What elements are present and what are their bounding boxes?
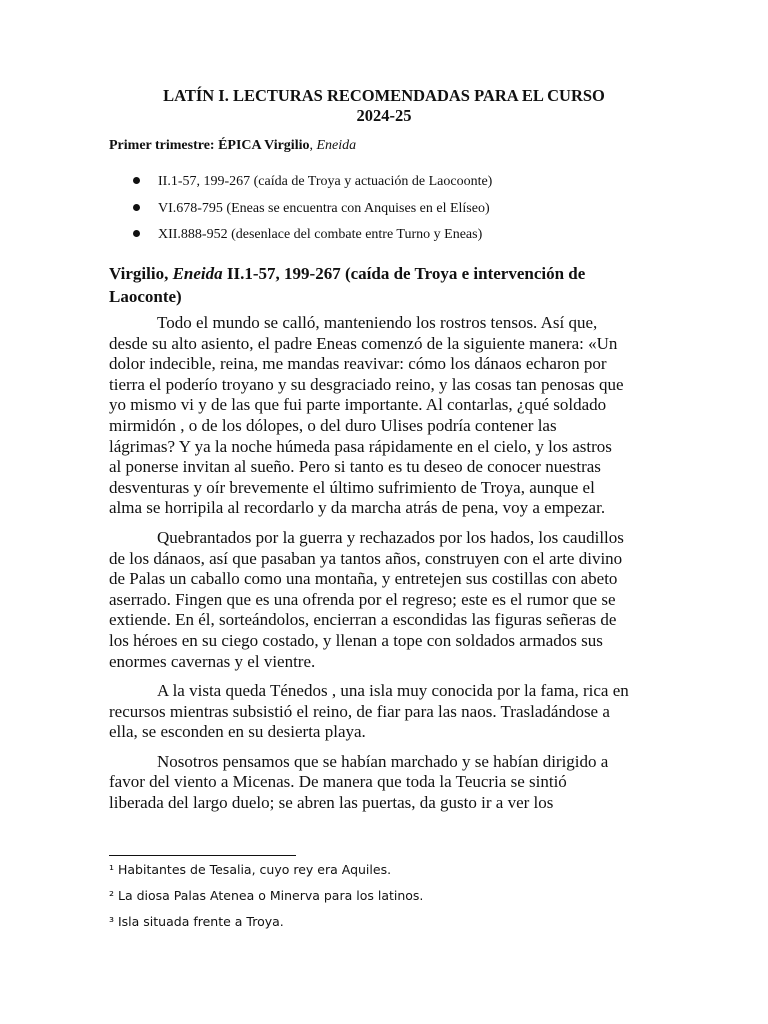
text-line: al ponerse invitan al sueño. Pero si tanto es tu deseo de conocer nuestras — [109, 457, 601, 477]
title-line-1: LATÍN I. LECTURAS RECOMENDADAS PARA EL CURSO — [163, 86, 605, 105]
footnote-3: ³ Isla situada frente a Troya. — [109, 914, 284, 929]
text-line: liberada del largo duelo; se abren las puertas, da gusto ir a ver los — [109, 793, 554, 813]
reading-text: II.1-57, 199-267 (caída de Troya y actuación de Laocoonte) — [158, 174, 493, 189]
section-rest: II.1-57, 199-267 (caída de Troya e intervención de — [222, 264, 586, 283]
trimester-work: Eneida — [316, 138, 357, 153]
bullet-icon — [133, 230, 140, 237]
text-line: enormes cavernas y el vientre. — [109, 651, 316, 671]
text-line: yo mismo vi y de las que fui parte importante. Al contarlas, ¿qué soldado — [109, 395, 607, 415]
text-line: favor del viento a Micenas. De manera que toda la Teucria se sintió — [109, 772, 567, 792]
text-line: desde su alto asiento, el padre Eneas comenzó de la siguiente manera: «Un — [109, 333, 618, 353]
text-line: A la vista queda Ténedos , una isla muy conocida por la fama, rica en — [157, 681, 629, 701]
text-line: ella, se esconden en su desierta playa. — [109, 722, 366, 742]
text-line: de los dánaos, así que pasaban ya tantos años, construyen con el arte divino — [109, 548, 623, 568]
text-line: extiende. En él, sorteándolos, encierran a escondidas las figuras señeras de — [109, 610, 617, 630]
text-line: desventuras y oír brevemente el último sufrimiento de Troya, aunque el — [109, 477, 595, 497]
bullet-icon — [133, 177, 140, 184]
trimester-label: Primer trimestre: ÉPICA Virgilio — [109, 138, 310, 153]
paragraph-3 — [109, 681, 661, 743]
trimester-comma: , — [309, 138, 317, 153]
body-text — [109, 313, 661, 823]
paragraph-4 — [109, 752, 661, 814]
text-line: alma se horripila al recordarlo y da marcha atrás de pena, voy a empezar. — [109, 498, 606, 518]
text-line: mirmidón , o de los dólopes, o del duro Ulises podría contener las — [109, 415, 557, 435]
document-title — [108, 86, 660, 126]
text-line: dolor indecible, reina, me mandas reavivar: cómo los dánaos echaron por — [109, 354, 607, 374]
footnotes — [109, 862, 423, 940]
reading-text: XII.888-952 (desenlace del combate entre Turno y Eneas) — [158, 227, 483, 242]
text-line: los héroes en su ciego costado, y llenan a tope con soldados armados sus — [109, 630, 603, 650]
text-line: aserrado. Fingen que es una ofrenda por el regreso; este es el rumor que se — [109, 589, 616, 609]
text-line: de Palas un caballo como una montaña, y entretejen sus costillas con abeto — [109, 569, 618, 589]
trimester-heading — [109, 137, 356, 155]
section-work: Eneida — [172, 264, 223, 283]
section-heading — [109, 262, 649, 308]
text-line: lágrimas? Y ya la noche húmeda pasa rápidamente en el cielo, y los astros — [109, 436, 612, 456]
section-author: Virgilio, — [109, 264, 173, 283]
text-line: Todo el mundo se calló, manteniendo los rostros tensos. Así que, — [157, 313, 598, 332]
footnote-1: ¹ Habitantes de Tesalia, cuyo rey era Aquiles. — [109, 862, 392, 877]
section-line-2: Laoconte) — [109, 287, 182, 306]
text-line: Nosotros pensamos que se habían marchado y se habían dirigido a — [157, 751, 609, 771]
text-line: recursos mientras subsistió el reino, de fiar para las naos. Trasladándose a — [109, 701, 610, 721]
footnote-divider — [109, 855, 296, 856]
paragraph-2 — [109, 528, 661, 672]
text-line: Quebrantados por la guerra y rechazados por los hados, los caudillos — [157, 527, 624, 547]
paragraph-1 — [109, 313, 661, 519]
bullet-icon — [133, 204, 140, 211]
text-line: tierra el poderío troyano y su desgraciado reino, y las cosas tan penosas que — [109, 374, 624, 394]
footnote-2: ² La diosa Palas Atenea o Minerva para los latinos. — [109, 888, 424, 903]
title-line-2: 2024-25 — [356, 106, 412, 125]
reading-text: VI.678-795 (Eneas se encuentra con Anquises en el Elíseo) — [158, 200, 490, 216]
